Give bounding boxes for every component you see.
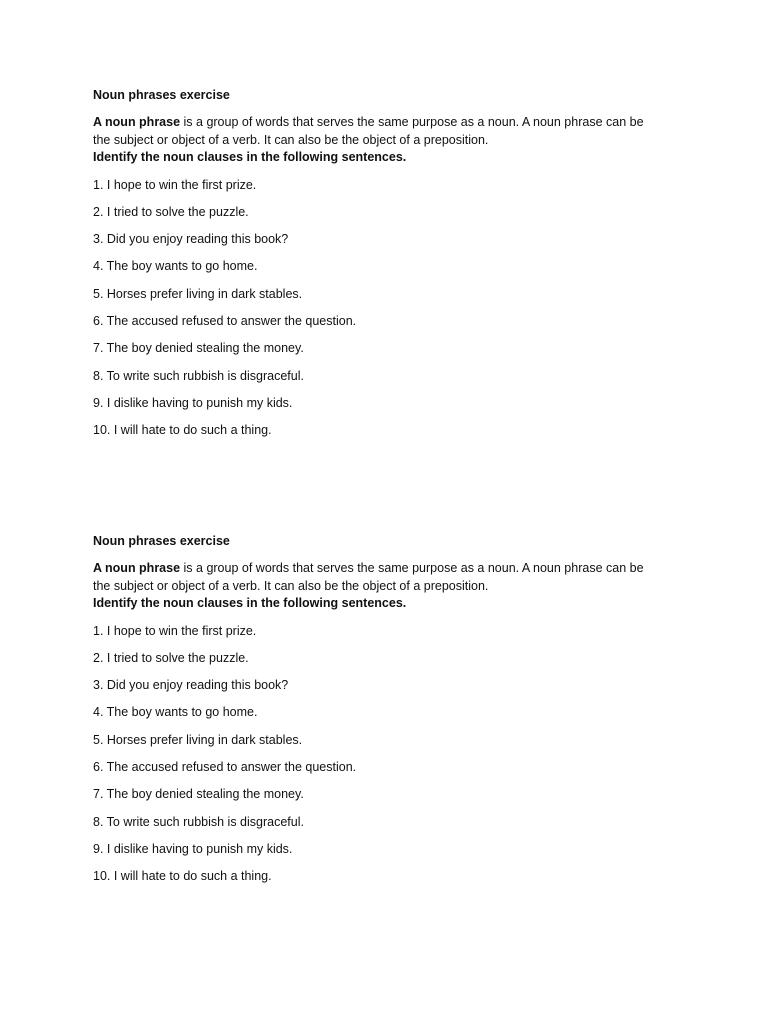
list-item: 6. The accused refused to answer the question. <box>93 759 357 774</box>
list-item: 9. I dislike having to punish my kids. <box>93 395 293 410</box>
list-item: 1. I hope to win the first prize. <box>93 623 257 638</box>
instruction-text: Identify the noun clauses in the following sentences. <box>93 150 407 164</box>
list-item: 7. The boy denied stealing the money. <box>93 787 304 802</box>
list-item: 10. I will hate to do such a thing. <box>93 869 272 884</box>
sentence-list <box>93 623 673 886</box>
intro-term: A noun phrase <box>93 561 181 575</box>
intro-line1-text: is a group of words that serves the same purpose as a noun. A noun phrase can be <box>180 115 644 129</box>
list-item: 8. To write such rubbish is disgraceful. <box>93 814 304 829</box>
exercise-title: Noun phrases exercise <box>93 88 230 102</box>
intro-line1-text: is a group of words that serves the same purpose as a noun. A noun phrase can be <box>180 561 644 575</box>
list-item: 9. I dislike having to punish my kids. <box>93 841 293 856</box>
intro-term: A noun phrase <box>93 115 181 129</box>
intro-paragraph <box>93 560 673 595</box>
list-item: 3. Did you enjoy reading this book? <box>93 678 289 693</box>
intro-line2-text: the subject or object of a verb. It can also be the object of a preposition. <box>93 132 489 147</box>
exercise-block-2 <box>93 533 673 895</box>
list-item: 10. I will hate to do such a thing. <box>93 423 272 438</box>
exercise-title: Noun phrases exercise <box>93 534 230 548</box>
instruction-text: Identify the noun clauses in the following sentences. <box>93 596 407 610</box>
list-item: 1. I hope to win the first prize. <box>93 177 257 192</box>
intro-paragraph <box>93 114 673 149</box>
list-item: 3. Did you enjoy reading this book? <box>93 232 289 247</box>
list-item: 2. I tried to solve the puzzle. <box>93 650 249 665</box>
list-item: 2. I tried to solve the puzzle. <box>93 204 249 219</box>
sentence-list <box>93 177 673 440</box>
list-item: 8. To write such rubbish is disgraceful. <box>93 368 304 383</box>
exercise-block-1 <box>93 87 673 449</box>
list-item: 5. Horses prefer living in dark stables. <box>93 286 303 301</box>
list-item: 5. Horses prefer living in dark stables. <box>93 732 303 747</box>
intro-line2-text: the subject or object of a verb. It can also be the object of a preposition. <box>93 578 489 593</box>
list-item: 6. The accused refused to answer the question. <box>93 313 357 328</box>
list-item: 7. The boy denied stealing the money. <box>93 341 304 356</box>
list-item: 4. The boy wants to go home. <box>93 259 258 274</box>
list-item: 4. The boy wants to go home. <box>93 705 258 720</box>
